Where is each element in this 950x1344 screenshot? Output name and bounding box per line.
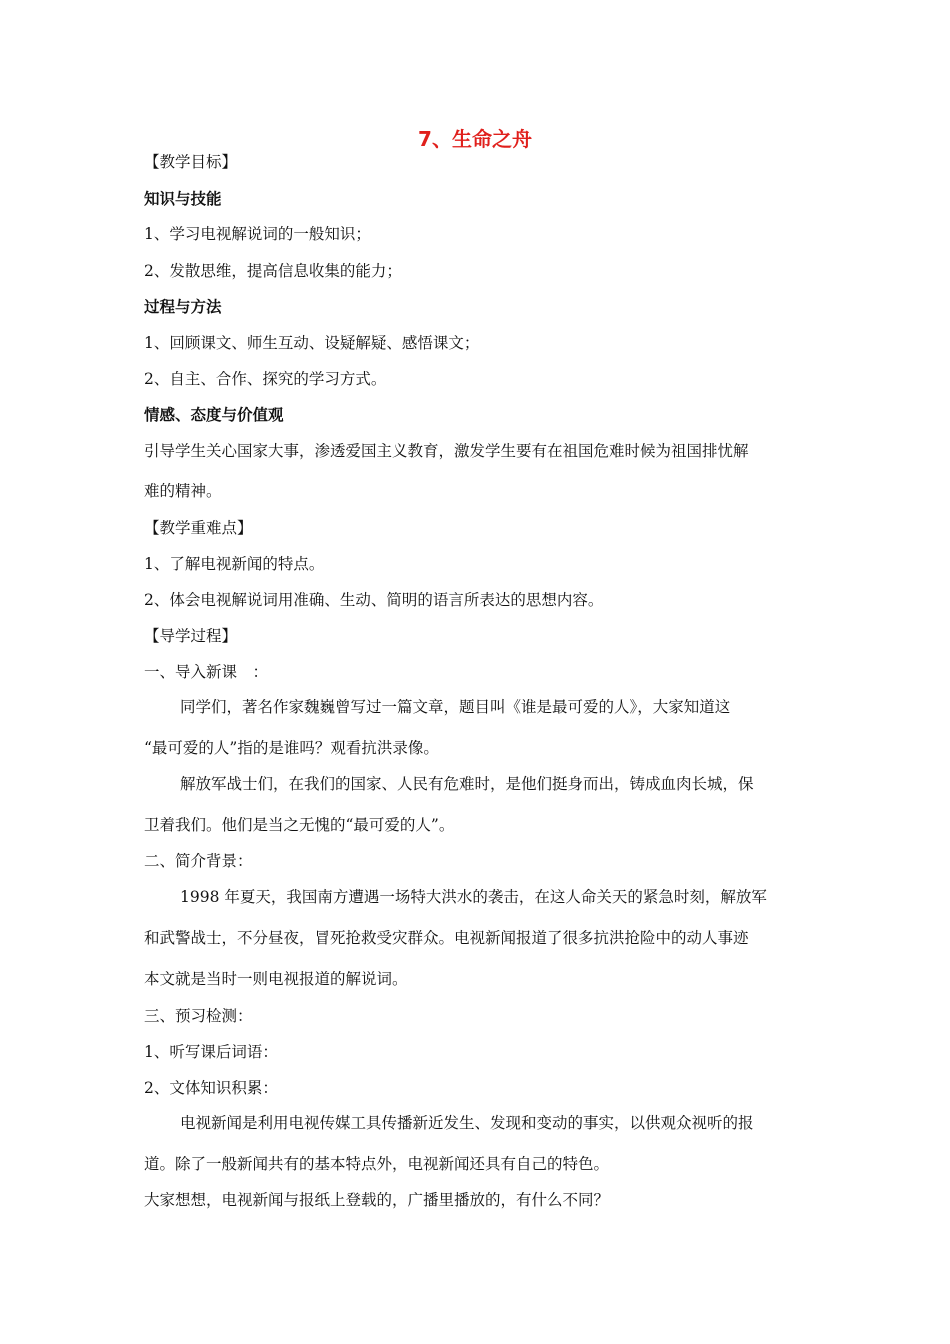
text-line: 道。除了一般新闻共有的基本特点外，电视新闻还具有自己的特色。 [144,1155,610,1173]
text-line: 2、体会电视解说词用准确、生动、简明的语言所表达的思想内容。 [144,591,604,609]
paragraph-line: 1998 年夏天，我国南方遭遇一场特大洪水的袭击，在这人命关天的紧急时刻，解放军 [180,888,767,906]
text-line: 1、听写课后词语： [144,1043,278,1061]
section-heading-key-points: 【教学重难点】 [144,519,253,537]
paragraph-line: 解放军战士们，在我们的国家、人民有危难时，是他们挺身而出，铸成血肉长城，保 [180,775,754,793]
text-line: 1、回顾课文、师生互动、设疑解疑、感悟课文； [144,334,480,352]
subheading-emotion-values: 情感、态度与价值观 [144,406,284,424]
text-line: 三、预习检测： [144,1007,253,1025]
text-line: “最可爱的人”指的是谁吗？观看抗洪录像。 [144,739,439,757]
text-line: 2、自主、合作、探究的学习方式。 [144,370,387,388]
subheading-process-method: 过程与方法 [144,298,222,316]
text-line: 大家想想，电视新闻与报纸上登载的，广播里播放的，有什么不同？ [144,1191,610,1209]
paragraph-line: 同学们，著名作家魏巍曾写过一篇文章，题目叫《谁是最可爱的人》，大家知道这 [180,698,731,716]
text-line: 1、了解电视新闻的特点。 [144,555,325,573]
text-line: 和武警战士，不分昼夜，冒死抢救受灾群众。电视新闻报道了很多抗洪抢险中的动人事迹 [144,929,749,947]
subheading-knowledge-skills: 知识与技能 [144,190,222,208]
text-line: 2、发散思维，提高信息收集的能力； [144,262,402,280]
document-title: 7、生命之舟 [418,127,532,151]
text-line: 难的精神。 [144,482,222,500]
text-line: 本文就是当时一则电视报道的解说词。 [144,970,408,988]
section-heading-objectives: 【教学目标】 [144,153,238,171]
text-line: 引导学生关心国家大事，渗透爱国主义教育，激发学生要有在祖国危难时候为祖国排忧解 [144,442,749,460]
text-line: 一、导入新课 ： [144,663,269,681]
text-line: 二、简介背景： [144,852,253,870]
section-heading-guided-process: 【导学过程】 [144,627,238,645]
text-line: 卫着我们。他们是当之无愧的“最可爱的人”。 [144,816,455,834]
text-line: 2、文体知识积累： [144,1079,278,1097]
text-line: 1、学习电视解说词的一般知识； [144,225,371,243]
paragraph-line: 电视新闻是利用电视传媒工具传播新近发生、发现和变动的事实，以供观众视听的报 [180,1114,754,1132]
